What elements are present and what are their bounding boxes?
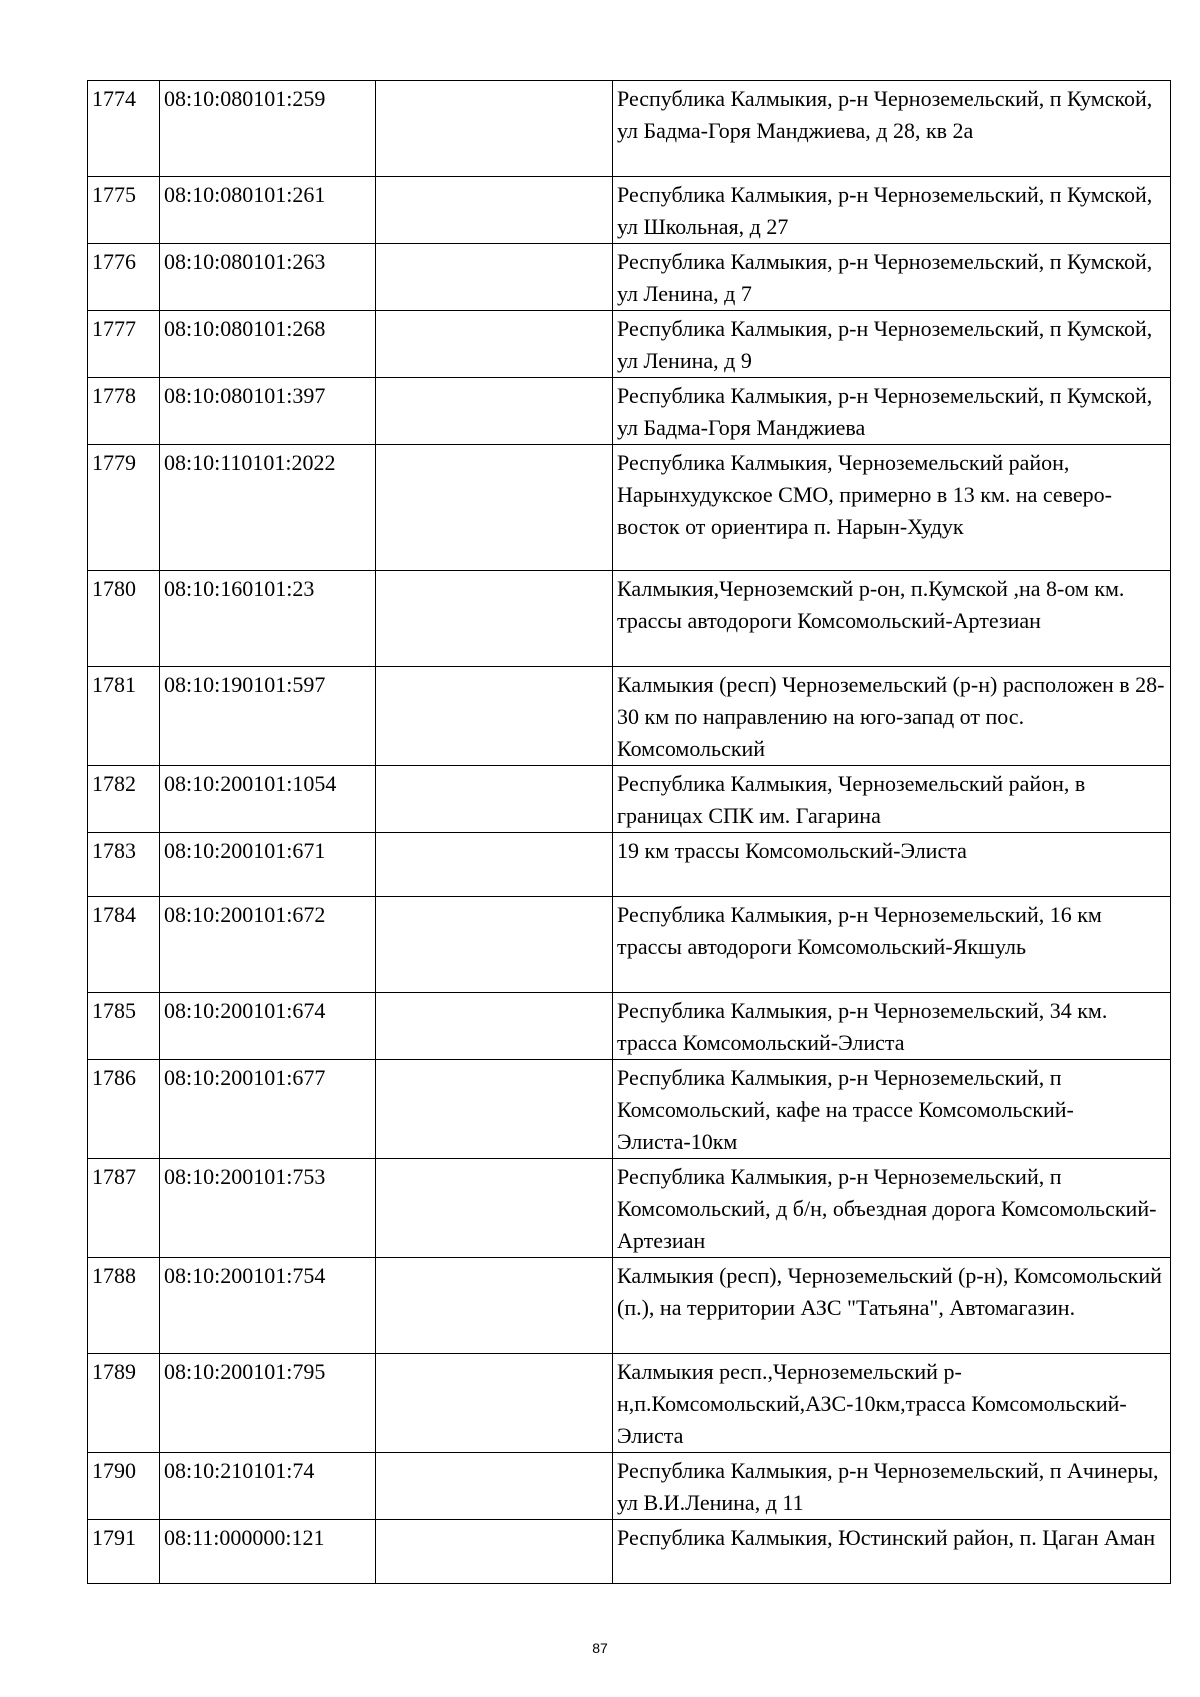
row-number-cell: 1786 — [88, 1060, 160, 1159]
cadastral-number-cell: 08:10:080101:259 — [160, 81, 376, 177]
cadastral-number-cell: 08:10:080101:263 — [160, 244, 376, 311]
empty-cell — [376, 244, 613, 311]
empty-cell — [376, 1453, 613, 1520]
address-cell: Калмыкия (респ) Черноземельский (р-н) расположен в 28-30 км по направлению на юго-запад от пос. Комсомольский — [613, 667, 1171, 766]
row-number-cell: 1785 — [88, 993, 160, 1060]
cadastral-number-cell: 08:10:080101:261 — [160, 177, 376, 244]
address-cell: Республика Калмыкия, р-н Черноземельский, п Ачинеры, ул В.И.Ленина, д 11 — [613, 1453, 1171, 1520]
table-row — [88, 667, 1171, 766]
address-cell: Республика Калмыкия, Черноземельский район, Нарынхудукское СМО, примерно в 13 км. на северо-восток от ориентира п. Нарын-Худук — [613, 445, 1171, 571]
empty-cell — [376, 81, 613, 177]
address-cell: Калмыкия (респ), Черноземельский (р-н), Комсомольский (п.), на территории АЗС "Татьяна", Автомагазин. — [613, 1258, 1171, 1354]
empty-cell — [376, 833, 613, 897]
table-row — [88, 1159, 1171, 1258]
address-cell: Республика Калмыкия, р-н Черноземельский, 16 км трассы автодороги Комсомольский-Якшуль — [613, 897, 1171, 993]
row-number-cell: 1789 — [88, 1354, 160, 1453]
row-number-cell: 1777 — [88, 311, 160, 378]
table-row — [88, 244, 1171, 311]
cadastral-number-cell: 08:10:110101:2022 — [160, 445, 376, 571]
row-number-cell: 1791 — [88, 1520, 160, 1584]
address-cell: Республика Калмыкия, р-н Черноземельский, п Комсомольский, д б/н, объездная дорога Комсомольский-Артезиан — [613, 1159, 1171, 1258]
row-number-cell: 1778 — [88, 378, 160, 445]
row-number-cell: 1790 — [88, 1453, 160, 1520]
empty-cell — [376, 1520, 613, 1584]
row-number-cell: 1787 — [88, 1159, 160, 1258]
cadastral-number-cell: 08:10:080101:397 — [160, 378, 376, 445]
address-cell: 19 км трассы Комсомольский-Элиста — [613, 833, 1171, 897]
table-row — [88, 1060, 1171, 1159]
address-cell: Республика Калмыкия, р-н Черноземельский, 34 км. трасса Комсомольский-Элиста — [613, 993, 1171, 1060]
table-row — [88, 445, 1171, 571]
row-number-cell: 1784 — [88, 897, 160, 993]
empty-cell — [376, 177, 613, 244]
empty-cell — [376, 897, 613, 993]
empty-cell — [376, 311, 613, 378]
table-row — [88, 177, 1171, 244]
address-cell: Республика Калмыкия, р-н Черноземельский, п Кумской, ул Ленина, д 7 — [613, 244, 1171, 311]
table-row — [88, 1520, 1171, 1584]
table-row — [88, 1258, 1171, 1354]
registry-table — [87, 80, 1171, 1584]
table-row — [88, 897, 1171, 993]
address-cell: Республика Калмыкия, р-н Черноземельский, п Кумской, ул Школьная, д 27 — [613, 177, 1171, 244]
row-number-cell: 1776 — [88, 244, 160, 311]
cadastral-number-cell: 08:10:200101:753 — [160, 1159, 376, 1258]
table-row — [88, 1354, 1171, 1453]
row-number-cell: 1782 — [88, 766, 160, 833]
empty-cell — [376, 993, 613, 1060]
table-row — [88, 993, 1171, 1060]
empty-cell — [376, 1354, 613, 1453]
empty-cell — [376, 445, 613, 571]
cadastral-number-cell: 08:11:000000:121 — [160, 1520, 376, 1584]
table-row — [88, 571, 1171, 667]
table-row — [88, 81, 1171, 177]
address-cell: Республика Калмыкия, р-н Черноземельский, п Комсомольский, кафе на трассе Комсомольский-Элиста-10км — [613, 1060, 1171, 1159]
row-number-cell: 1775 — [88, 177, 160, 244]
cadastral-number-cell: 08:10:200101:795 — [160, 1354, 376, 1453]
empty-cell — [376, 667, 613, 766]
empty-cell — [376, 571, 613, 667]
registry-table-body — [88, 81, 1171, 1584]
address-cell: Калмыкия респ.,Черноземельский р-н,п.Комсомольский,АЗС-10км,трасса Комсомольский-Элиста — [613, 1354, 1171, 1453]
cadastral-number-cell: 08:10:080101:268 — [160, 311, 376, 378]
empty-cell — [376, 1060, 613, 1159]
cadastral-number-cell: 08:10:190101:597 — [160, 667, 376, 766]
row-number-cell: 1781 — [88, 667, 160, 766]
row-number-cell: 1788 — [88, 1258, 160, 1354]
address-cell: Калмыкия,Черноземский р-он, п.Кумской ,на 8-ом км. трассы автодороги Комсомольский-Артезиан — [613, 571, 1171, 667]
address-cell: Республика Калмыкия, Черноземельский район, в границах СПК им. Гагарина — [613, 766, 1171, 833]
row-number-cell: 1779 — [88, 445, 160, 571]
row-number-cell: 1780 — [88, 571, 160, 667]
empty-cell — [376, 1258, 613, 1354]
cadastral-number-cell: 08:10:200101:1054 — [160, 766, 376, 833]
cadastral-number-cell: 08:10:160101:23 — [160, 571, 376, 667]
address-cell: Республика Калмыкия, р-н Черноземельский, п Кумской, ул Бадма-Горя Манджиева, д 28, кв 2а — [613, 81, 1171, 177]
address-cell: Республика Калмыкия, Юстинский район, п. Цаган Аман — [613, 1520, 1171, 1584]
table-row — [88, 766, 1171, 833]
empty-cell — [376, 766, 613, 833]
row-number-cell: 1783 — [88, 833, 160, 897]
cadastral-number-cell: 08:10:200101:754 — [160, 1258, 376, 1354]
table-row — [88, 1453, 1171, 1520]
table-row — [88, 378, 1171, 445]
row-number-cell: 1774 — [88, 81, 160, 177]
empty-cell — [376, 1159, 613, 1258]
page-number: 87 — [592, 1640, 608, 1656]
table-row — [88, 833, 1171, 897]
empty-cell — [376, 378, 613, 445]
address-cell: Республика Калмыкия, р-н Черноземельский, п Кумской, ул Ленина, д 9 — [613, 311, 1171, 378]
cadastral-number-cell: 08:10:200101:674 — [160, 993, 376, 1060]
cadastral-number-cell: 08:10:200101:677 — [160, 1060, 376, 1159]
address-cell: Республика Калмыкия, р-н Черноземельский, п Кумской, ул Бадма-Горя Манджиева — [613, 378, 1171, 445]
cadastral-number-cell: 08:10:200101:672 — [160, 897, 376, 993]
cadastral-number-cell: 08:10:210101:74 — [160, 1453, 376, 1520]
cadastral-number-cell: 08:10:200101:671 — [160, 833, 376, 897]
table-row — [88, 311, 1171, 378]
